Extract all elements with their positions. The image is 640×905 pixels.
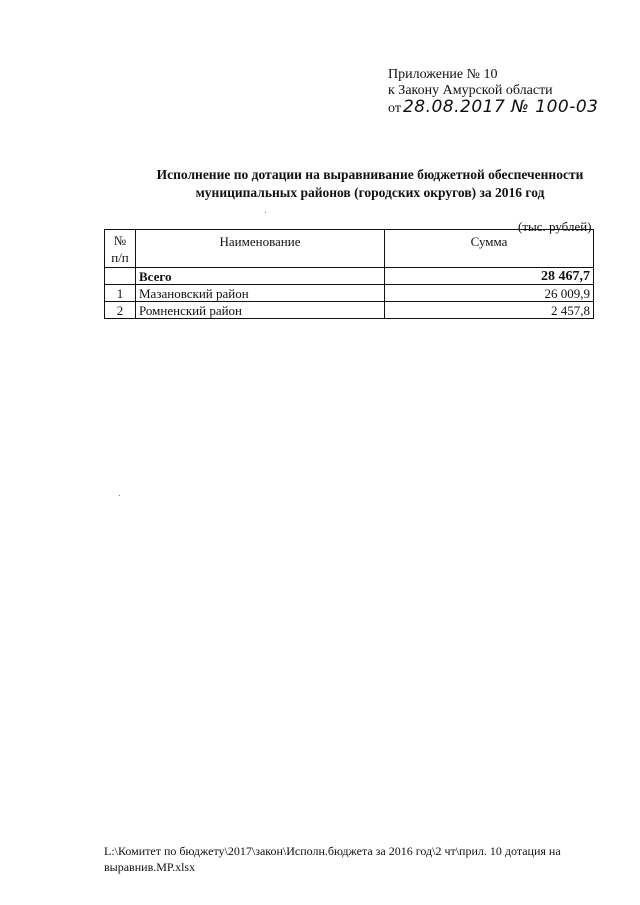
budget-table xyxy=(104,229,594,319)
title-line-1: Исполнение по дотации на выравнивание бюджетной обеспеченности xyxy=(156,167,584,182)
scan-speck xyxy=(265,212,266,213)
appendix-date-prefix: от xyxy=(388,101,401,116)
appendix-date-line xyxy=(388,99,598,117)
header-number: № п/п xyxy=(105,230,136,268)
document-title xyxy=(150,166,590,202)
row-number-cell: 1 xyxy=(105,285,136,302)
total-number-cell xyxy=(105,268,136,285)
row-sum-cell: 26 009,9 xyxy=(385,285,594,302)
table-row xyxy=(105,302,594,319)
scan-speck xyxy=(119,495,120,496)
file-path-footer: L:\Комитет по бюджету\2017\закон\Исполн.бюджета за 2016 год\2 чт\прил. 10 дотация на выравнив.МР.xlsx xyxy=(104,844,561,874)
total-name-cell: Всего xyxy=(136,268,385,285)
table-row-total xyxy=(105,268,594,285)
table-row xyxy=(105,285,594,302)
row-name-cell: Ромненский район xyxy=(136,302,385,319)
header-sum: Сумма xyxy=(385,230,594,268)
total-sum-cell: 28 467,7 xyxy=(385,268,594,285)
row-sum-cell: 2 457,8 xyxy=(385,302,594,319)
header-name: Наименование xyxy=(136,230,385,268)
title-line-2: муниципальных районов (городских округов) за 2016 год xyxy=(195,185,545,200)
units-note: (тыс. рублей) xyxy=(518,219,592,234)
row-name-cell: Мазановский район xyxy=(136,285,385,302)
handwritten-date-number: 28.08.2017 № 100-03 xyxy=(402,97,599,117)
appendix-number: Приложение № 10 xyxy=(388,67,498,82)
table-header-row xyxy=(105,230,594,268)
appendix-header xyxy=(388,67,598,117)
appendix-law-reference: к Закону Амурской области xyxy=(388,83,553,98)
row-number-cell: 2 xyxy=(105,302,136,319)
